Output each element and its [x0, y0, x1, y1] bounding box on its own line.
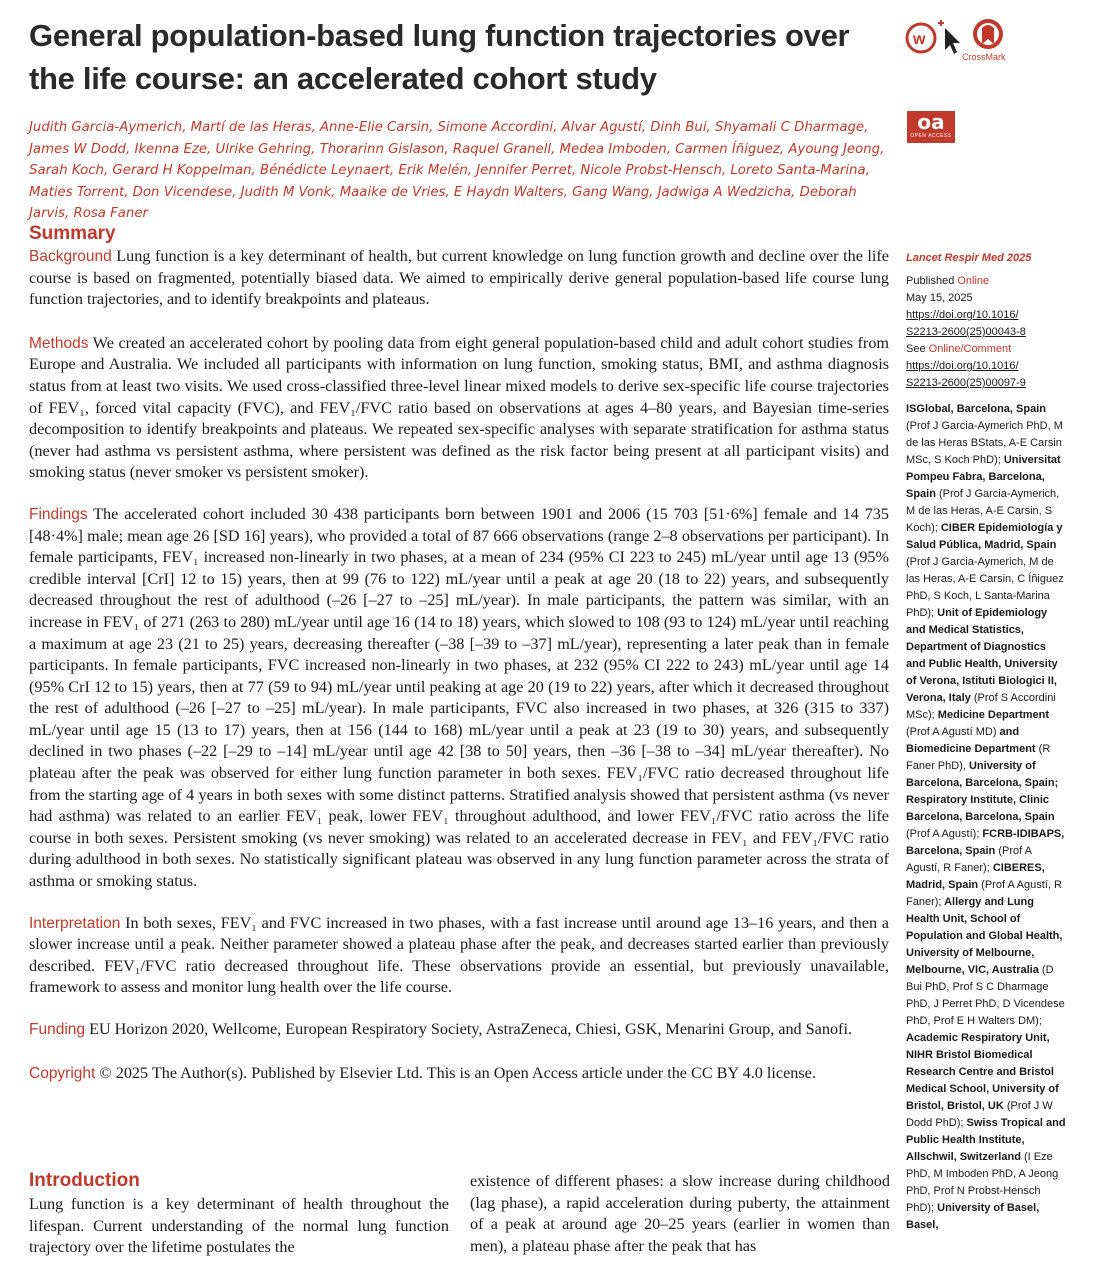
affiliation-authors: (Prof J Garcia-Aymerich, M de las Heras, A-E Carsin, C Íñiguez PhD, S Koch, L Santa-Marina PhD);	[906, 556, 1064, 619]
published-line	[906, 273, 1066, 290]
background-text: Lung function is a key determinant of health, but current knowledge on lung function growth and decline over the life course is based on fragmented, potentially biased data. We aimed to empirically derive general population-based life course lung function trajectories, and to identify breakpoints and plateaus.	[29, 247, 889, 309]
summary-section	[29, 222, 889, 1084]
affiliation-authors: (Prof A Agustí, R Faner);	[906, 845, 1032, 874]
affiliations-list	[906, 401, 1066, 1234]
article-sidebar	[906, 250, 1066, 1234]
affiliation-institution: Academic Respiratory Unit, NIHR Bristol Biomedical Research Centre and Bristol Medical School, University of Bristol, Bristol, UK	[906, 1032, 1059, 1112]
see-prefix: See	[906, 343, 929, 355]
funding-text: EU Horizon 2020, Wellcome, European Respiratory Society, AstraZeneca, Chiesi, GSK, Menarini Group, and Sanofi.	[89, 1020, 852, 1038]
crossmark-icon[interactable]	[973, 19, 1003, 49]
cursor-icon	[938, 20, 960, 54]
affiliation-institution: Universitat Pompeu Fabra, Barcelona, Spain	[906, 454, 1061, 500]
background-paragraph	[29, 246, 889, 311]
affiliation-authors: (I Eze PhD, M Imboden PhD, A Jeong PhD, Prof N Probst-Hensch PhD);	[906, 1151, 1059, 1214]
affiliation-authors: (Prof A Agustí, R Faner);	[906, 879, 1062, 908]
published-online-label: Online	[957, 275, 990, 287]
summary-heading: Summary	[29, 223, 116, 244]
affiliation-authors: (D Bui PhD, Prof S C Dharmage PhD, J Perret PhD, D Vicendese PhD, Prof E H Walters DM);	[906, 964, 1065, 1027]
published-date: May 15, 2025	[906, 292, 973, 304]
svg-text:w: w	[913, 31, 926, 48]
introduction-section	[29, 1169, 890, 1257]
mendeley-icon[interactable]	[907, 24, 935, 52]
affiliation-authors: (Prof J Garcia-Aymerich, M de las Heras, A-E Carsin, S Koch);	[906, 488, 1060, 534]
interpretation-label: Interpretation	[29, 914, 121, 932]
affiliation-authors: (Prof J W Dodd PhD);	[906, 1100, 1053, 1129]
doi-link-2b[interactable]: S2213-2600(25)00097-9	[906, 377, 1026, 389]
funding-paragraph	[29, 1019, 889, 1041]
oa-logo-text: oa	[917, 110, 945, 134]
copyright-label: Copyright	[29, 1064, 96, 1082]
affiliation-authors: (R Faner PhD),	[906, 743, 1051, 772]
introduction-heading: Introduction	[29, 1170, 140, 1191]
copyright-paragraph	[29, 1063, 889, 1085]
doi-link-1a[interactable]: https://doi.org/10.1016/	[906, 309, 1019, 321]
affiliation-authors: (Prof S Accordini MSc);	[906, 692, 1056, 721]
methods-text: We created an accelerated cohort by pooling data from eight general population-based child and adult cohort studies from Europe and Australia. We included all participants with information on lung function, smoking status, BMI, and asthma diagnosis status from at least two visits. We used cross-classified three-level linear mixed models to derive sex-specific life course trajectories of FEV₁, forced vital capacity (FVC), and FEV₁/FVC ratio based on observations at ages 4–80 years, and Bayesian time-series decomposition to identify breakpoints and plateaus. We repeated sex-specific analyses with separate stratification for asthma status (never had asthma vs persistent asthma, where persistent was defined as the risk factor being present at all participant visits) and smoking status (never smoker vs persistent smoker).	[29, 333, 889, 482]
affiliation-authors: (Prof J Garcia-Aymerich PhD, M de las Heras BStats, A-E Carsin MSc, S Koch PhD);	[906, 420, 1063, 466]
methods-paragraph	[29, 333, 889, 484]
affiliation-institution: University of Barcelona, Barcelona, Spain;	[906, 760, 1059, 789]
online-comment-link[interactable]: Online/Comment	[928, 343, 1012, 355]
crossmark-label: CrossMark	[962, 52, 1006, 62]
findings-label: Findings	[29, 505, 88, 523]
affiliation-institution: Unit of Epidemiology and Medical Statistics, Department of Diagnostics and Public Health, University of Verona, Istituti Biologici II, Verona, Italy	[906, 607, 1058, 704]
author-list: Judith Garcia-Aymerich, Martí de las Heras, Anne-Elie Carsin, Simone Accordini, Alvar Agustí, Dinh Bui, Shyamali C Dharmage, James W Dodd, Ikenna Eze, Ulrike Gehring, Thorarinn Gislason, Raquel Granell, Medea Imboden, Carmen Íñiguez, Ayoung Jeong, Sarah Koch, Gerard H Koppelman, Bénédicte Leynaert, Erik Melén, Jennifer Perret, Nicole Probst-Hensch, Loreto Santa-Marina, Maties Torrent, Don Vicendese, Judith M Vonk, Maaike de Vries, E Haydn Walters, Gang Wang, Jadwiga A Wedzicha, Deborah Jarvis, Rosa Faner	[29, 120, 885, 221]
doi-link-2a[interactable]: https://doi.org/10.1016/	[906, 360, 1019, 372]
affiliation-institution: CIBERES, Madrid, Spain	[906, 862, 1045, 891]
affiliation-institution: CIBER Epidemiología y Salud Pública, Madrid, Spain	[906, 522, 1063, 551]
funding-label: Funding	[29, 1021, 86, 1038]
affiliation-institution: FCRB-IDIBAPS, Barcelona, Spain	[906, 828, 1065, 857]
affiliation-institution: Swiss Tropical and Public Health Institute, Allschwil, Switzerland	[906, 1117, 1066, 1163]
background-label: Background	[29, 248, 112, 265]
findings-paragraph	[29, 504, 889, 893]
interpretation-paragraph	[29, 913, 889, 999]
affiliation-institution: University of Basel, Basel,	[906, 1202, 1040, 1231]
article-title: General population-based lung function trajectories over the life course: an accelerated cohort study	[29, 18, 850, 96]
published-prefix: Published	[906, 275, 958, 287]
oa-logo-subtext: OPEN ACCESS	[910, 133, 952, 139]
affiliation-institution: Allergy and Lung Health Unit, School of Population and Global Health, University of Melbourne, Melbourne, VIC, Australia	[906, 896, 1063, 976]
introduction-column-2: existence of different phases: a slow increase during childhood (lag phase), a rapid acceleration during puberty, the attainment of a peak at around age 20–25 years (earlier in women than men), a plateau phase after the peak that has	[470, 1172, 890, 1255]
findings-text: The accelerated cohort included 30 438 participants born between 1901 and 2006 (15 703 [51·6%] female and 14 735 [48·4%] male; mean age 26 [SD 16] years), who provided a total of 87 666 observations (range 2–8 observations per participant). In female participants, FEV₁ increased non-linearly in two phases, at a mean of 234 (95% CI 223 to 245) mL/year until age 13 (95% credible interval [CrI] 12 to 15) years, then at 99 (76 to 122) mL/year until a peak at age 20 (18 to 22) years, and subsequently decreased throughout the rest of adulthood (–26 [–27 to –25] mL/year). In male participants, the pattern was similar, with an increase in FEV₁ of 271 (263 to 280) mL/year until age 16 (14 to 18) years, which slowed to 108 (93 to 124) mL/year until reaching a maximum at age 23 (21 to 25) years, decreasing thereafter (–38 [–39 to –37] mL/year), representing a later peak than in female participants. In female participants, FVC increased non-linearly in two phases, at 232 (95% CI 222 to 243) mL/year until age 14 (95% CrI 12 to 15) years, then at 77 (59 to 94) mL/year until peaking at age 20 (19 to 22) years, after which it decreased throughout the rest of adulthood (–26 [–27 to –25] mL/year). In male participants, FVC also increased in two phases, at 326 (315 to 337) mL/year until age 15 (13 to 17) years, then at 156 (144 to 168) mL/year until a peak at 23 (19 to 30) years, and subsequently declined in two phases (–22 [–29 to –14] mL/year until age 42 [38 to 50] years, then –36 [–38 to –34] mL/year thereafter). No plateau after the peak was observed for either lung function parameter in both sexes. FEV₁/FVC ratio decreased throughout life from the starting age of 4 years in both sexes with some distinct patterns. Stratified analysis showed that persistent asthma (vs never had asthma) was related to an earlier FEV₁ peak, lower FEV₁ throughout adulthood, and lower FEV₁/FVC ratio across the life course in both sexes. Persistent smoking (vs never smoking) was related to an accelerated decrease in FEV₁ and FEV₁/FVC ratio during adulthood in both sexes. No statistically significant plateau was observed in any lung function parameter across the strata of asthma or smoking status.	[29, 504, 889, 891]
affiliation-institution: Respiratory Institute, Clinic Barcelona, Barcelona, Spain	[906, 794, 1055, 823]
open-access-badge	[907, 111, 955, 143]
affiliation-authors: (Prof A Agustí MD)	[906, 726, 997, 738]
doi-link-1b[interactable]: S2213-2600(25)00043-8	[906, 326, 1026, 338]
affiliation-institution: and Biomedicine Department	[906, 726, 1036, 755]
introduction-column-1: Lung function is a key determinant of health throughout the lifespan. Current understanding of the normal lung function trajectory over the lifetime postulates the	[29, 1195, 449, 1257]
methods-label: Methods	[29, 334, 89, 352]
copyright-text: © 2025 The Author(s). Published by Elsevier Ltd. This is an Open Access article under the CC BY 4.0 license.	[99, 1063, 816, 1082]
interpretation-text: In both sexes, FEV₁ and FVC increased in two phases, with a fast increase until around age 13–16 years, and then a slower increase until a peak. Neither parameter showed a plateau phase after the peak, and decreases started earlier than previously described. FEV₁/FVC ratio decreased throughout life. These observations provide an essential, but previously unavailable, framework to assess and monitor lung health over the life course.	[29, 913, 889, 997]
journal-citation: Lancet Respir Med 2025	[906, 252, 1032, 264]
see-comment-line	[906, 341, 1066, 358]
affiliation-authors: (Prof A Agustí);	[906, 828, 980, 840]
affiliation-institution: Medicine Department	[934, 709, 1050, 721]
affiliation-institution: ISGlobal, Barcelona, Spain	[906, 403, 1046, 415]
